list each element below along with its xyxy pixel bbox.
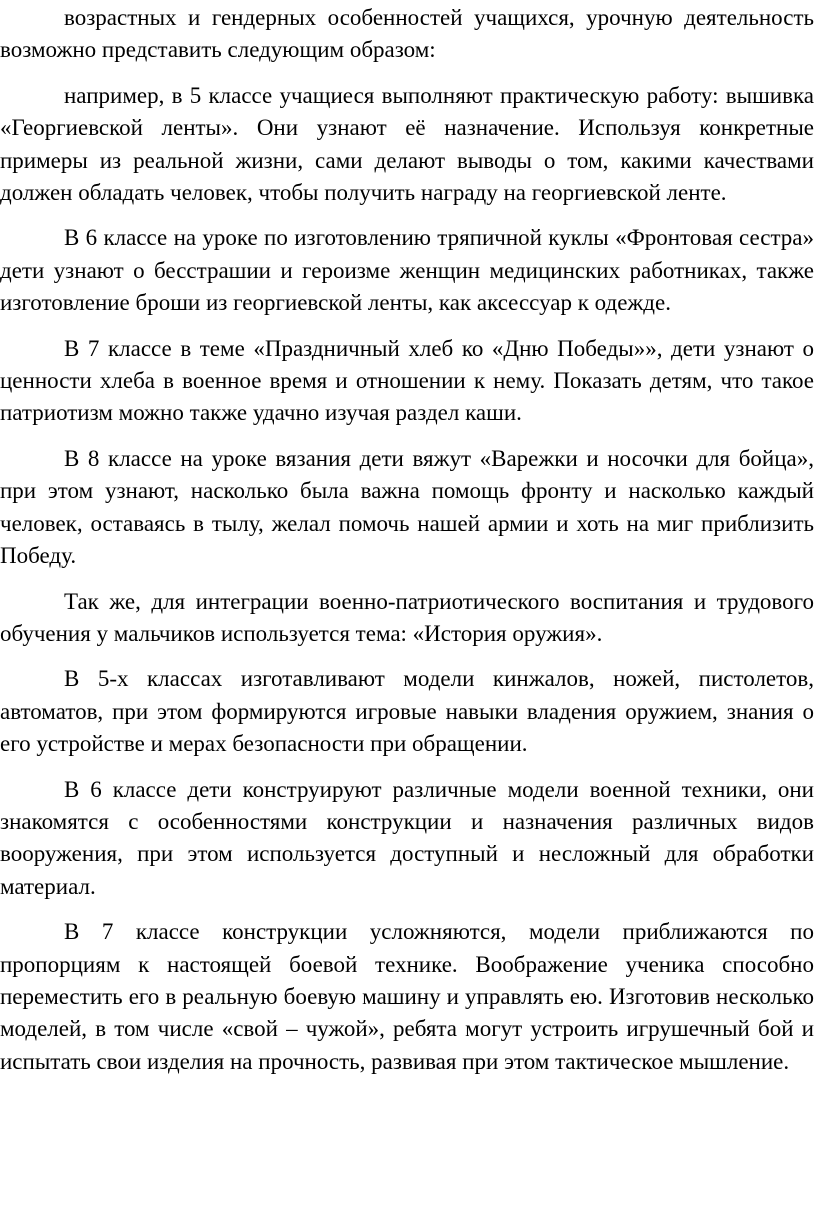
paragraph-9: В 7 классе конструкции усложняются, модели приближаются по пропорциям к настоящей боевой технике. Воображение ученика способно переместить его в реальную боевую машину и управлять ею. Изготовив несколько моделей, в том числе «свой – чужой», ребята могут устроить игрушечный бой и испытать свои изделия на прочность, развивая при этом тактическое мышление. [0,919,814,1074]
paragraph-1: возрастных и гендерных особенностей учащихся, урочную деятельность возможно представить следующим образом: [0,5,814,63]
paragraph-7: В 5-х классах изготавливают модели кинжалов, ножей, пистолетов, автоматов, при этом формируются игровые навыки владения оружием, знания о его устройстве и мерах безопасности при обращении. [0,666,814,757]
paragraph-4: В 7 классе в теме «Праздничный хлеб ко «Дню Победы»», дети узнают о ценности хлеба в военное время и отношении к нему. Показать детям, что такое патриотизм можно также удачно изучая раздел каши. [0,335,814,426]
paragraph-6: Так же, для интеграции военно-патриотического воспитания и трудового обучения у мальчиков используется тема: «История оружия». [0,588,814,646]
paragraph-5: В 8 классе на уроке вязания дети вяжут «Варежки и носочки для бойца», при этом узнают, насколько была важна помощь фронту и насколько каждый человек, оставаясь в тылу, желал помочь нашей армии и хоть на миг приблизить Победу. [0,445,814,569]
paragraph-3: В 6 классе на уроке по изготовлению тряпичной куклы «Фронтовая сестра» дети узнают о бесстрашии и героизме женщин медицинских работниках, также изготовление броши из георгиевской ленты, как аксессуар к одежде. [0,225,814,316]
paragraph-2: например, в 5 классе учащиеся выполняют практическую работу: вышивка «Георгиевской ленты». Они узнают её назначение. Используя конкретные примеры из реальной жизни, сами делают выводы о том, какими качествами должен обладать человек, чтобы получить награду на георгиевской ленте. [0,82,814,206]
paragraph-8: В 6 классе дети конструируют различные модели военной техники, они знакомятся с особенностями конструкции и назначения различных видов вооружения, при этом используется доступный и несложный для обработки материал. [0,776,814,899]
